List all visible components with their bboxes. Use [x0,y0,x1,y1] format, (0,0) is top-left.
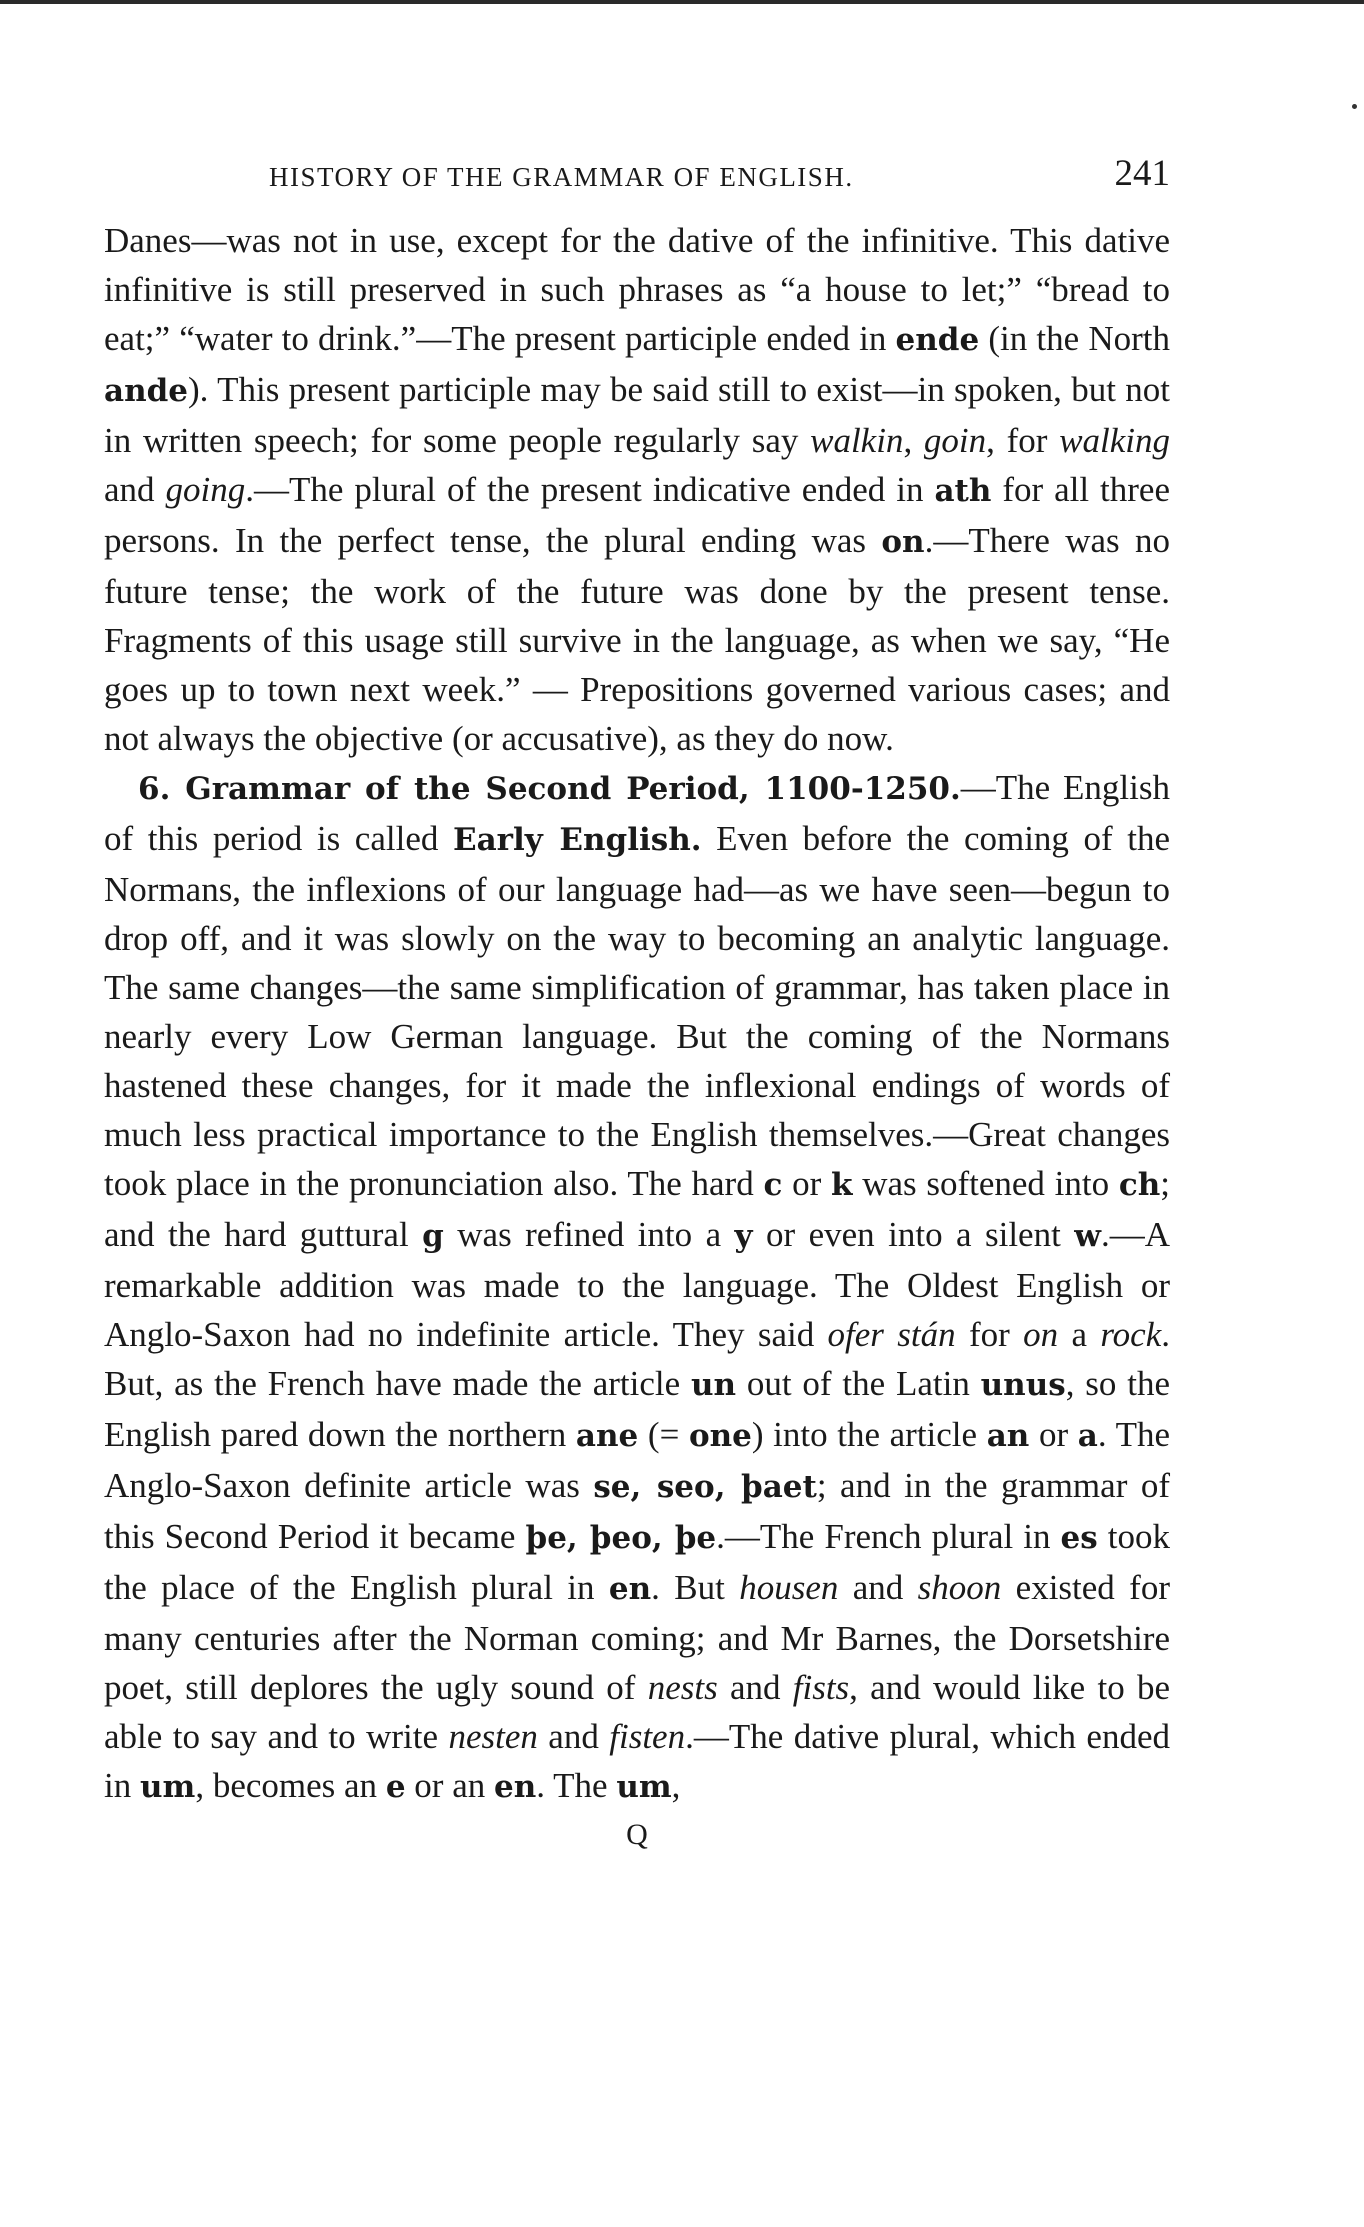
bold-term: ath [934,473,992,509]
text-run: .—The dative plural, which ended in [104,1717,1170,1805]
text-run: for [955,1315,1024,1354]
text-run: or an [405,1766,494,1805]
bold-term: þe, þeo, þe [525,1520,717,1556]
italic-term: going [165,470,246,509]
bold-term: um [139,1769,196,1805]
italic-term: housen [739,1568,839,1607]
text-run: or [1029,1415,1078,1454]
text-run: a [1058,1315,1101,1354]
text-run: .—The French plural in [716,1517,1061,1556]
italic-term: walking [1059,421,1171,460]
text-run: existed for many centuries after the Norman coming; and Mr Barnes, the Dorsetshire poet, still deplores the ugly sound of [104,1568,1170,1707]
text-run: or even into a silent [752,1215,1075,1254]
bold-term: w [1074,1218,1101,1254]
italic-term: goin [923,421,987,460]
text-run: , becomes an [195,1766,386,1805]
text-run: , [903,421,924,460]
bold-term: on [881,524,925,560]
paragraph-participles [104,216,1170,763]
section-heading: 6. Grammar of the Second Period, 1100-1250. [138,771,961,807]
text-run: .—A remarkable addition was made to the language. The Oldest English or Anglo-Saxon had no indefinite article. They said [104,1215,1170,1354]
bold-term: en [608,1571,652,1607]
italic-term: fists [792,1668,850,1707]
bold-term: es [1060,1520,1098,1556]
text-run: Even before the coming of the Normans, the inflexions of our language had—as we have seen—begun to drop off, and it was slowly on the way to becoming an analytic language. The same changes—the same simplification of grammar, has taken place in nearly every Low German language. But the coming of the Normans hastened these changes, for it made the inflexional endings of words of much less practical importance to the English themselves.—Great changes took place in the pronunciation also. The hard [104,819,1170,1203]
text-run: . But [651,1568,740,1607]
bold-term: an [986,1418,1030,1454]
text-run: and [838,1568,918,1607]
bold-term: k [830,1167,853,1203]
text-run: was softened into [852,1164,1119,1203]
text-run: , for [986,421,1060,460]
body-text [104,216,1170,1812]
text-run: or [782,1164,831,1203]
italic-term: rock [1100,1315,1162,1354]
text-run: and [537,1717,610,1756]
bold-term: e [385,1769,406,1805]
text-run: (in the North [979,319,1170,358]
italic-term: shoon [917,1568,1002,1607]
book-page [104,140,1170,1852]
bold-term: ande [104,373,189,409]
text-run: was refined into a [443,1215,735,1254]
text-run: .—There was no future tense; the work of the future was done by the present tense. Fragments of this usage still survive in the language, as when we say, “He goes up to town next week.” — Prepositions governed various cases; and not always the objective (or accusative), as they do now. [104,521,1170,758]
bold-term: Early English. [452,822,702,858]
text-run: Danes—was not in use, except for the dative of the infinitive. This dative infinitive is still preserved in such phrases as “a house to let;” “bread to eat;” “water to drink.”—The present participle ended in [104,221,1170,358]
page-number: 241 [1114,153,1170,194]
italic-term: ofer stán [827,1315,956,1354]
bold-term: se, seo, þaet [593,1469,817,1505]
ink-speck [1352,104,1357,109]
italic-term: fisten [609,1717,686,1756]
text-run: . The [536,1766,617,1805]
text-run: ; and the hard guttural [104,1164,1171,1254]
scan-edge [0,0,1364,4]
text-run: . But, as the French have made the article [104,1315,1170,1403]
text-run: . The Anglo-Saxon definite article was [104,1415,1171,1505]
italic-term: walkin [810,421,904,460]
bold-term: a [1077,1418,1098,1454]
running-head [104,140,1170,204]
text-run: and [104,470,166,509]
text-run: , [671,1766,681,1805]
text-run: .—The plural of the present indicative ended in [245,470,935,509]
italic-term: nests [647,1668,718,1707]
bold-term: ane [575,1418,639,1454]
bold-term: en [494,1769,537,1805]
text-run: (= [638,1415,689,1454]
text-run: took the place of the English plural in [104,1517,1171,1607]
bold-term: um [616,1769,672,1805]
text-run: , so the English pared down the northern [104,1364,1170,1454]
running-title: HISTORY OF THE GRAMMAR OF ENGLISH. [269,162,854,192]
text-run: for all three persons. In the perfect tense, the plural ending was [104,470,1170,560]
paragraph-second-period [104,763,1170,1812]
text-run: , and would like to be able to say and to write [104,1668,1170,1756]
bold-term: c [763,1167,783,1203]
bold-term: y [734,1218,753,1254]
italic-term: on [1023,1315,1059,1354]
signature-mark: Q [626,1818,648,1851]
bold-term: un [690,1367,737,1403]
text-run: and [717,1668,793,1707]
bold-term: unus [980,1367,1066,1403]
text-run: ; and in the grammar of this Second Period it became [104,1466,1170,1556]
bold-term: ende [895,322,980,358]
text-run: ). This present participle may be said still to exist—in spoken, but not in written speech; for some people regularly say [104,370,1170,460]
bold-term: one [688,1418,752,1454]
italic-term: nesten [448,1717,538,1756]
bold-term: ch [1118,1167,1161,1203]
bold-term: g [422,1218,444,1254]
text-run: out of the Latin [736,1364,981,1403]
text-run: —The English of this period is called [104,768,1170,858]
text-run: ) into the article [751,1415,987,1454]
